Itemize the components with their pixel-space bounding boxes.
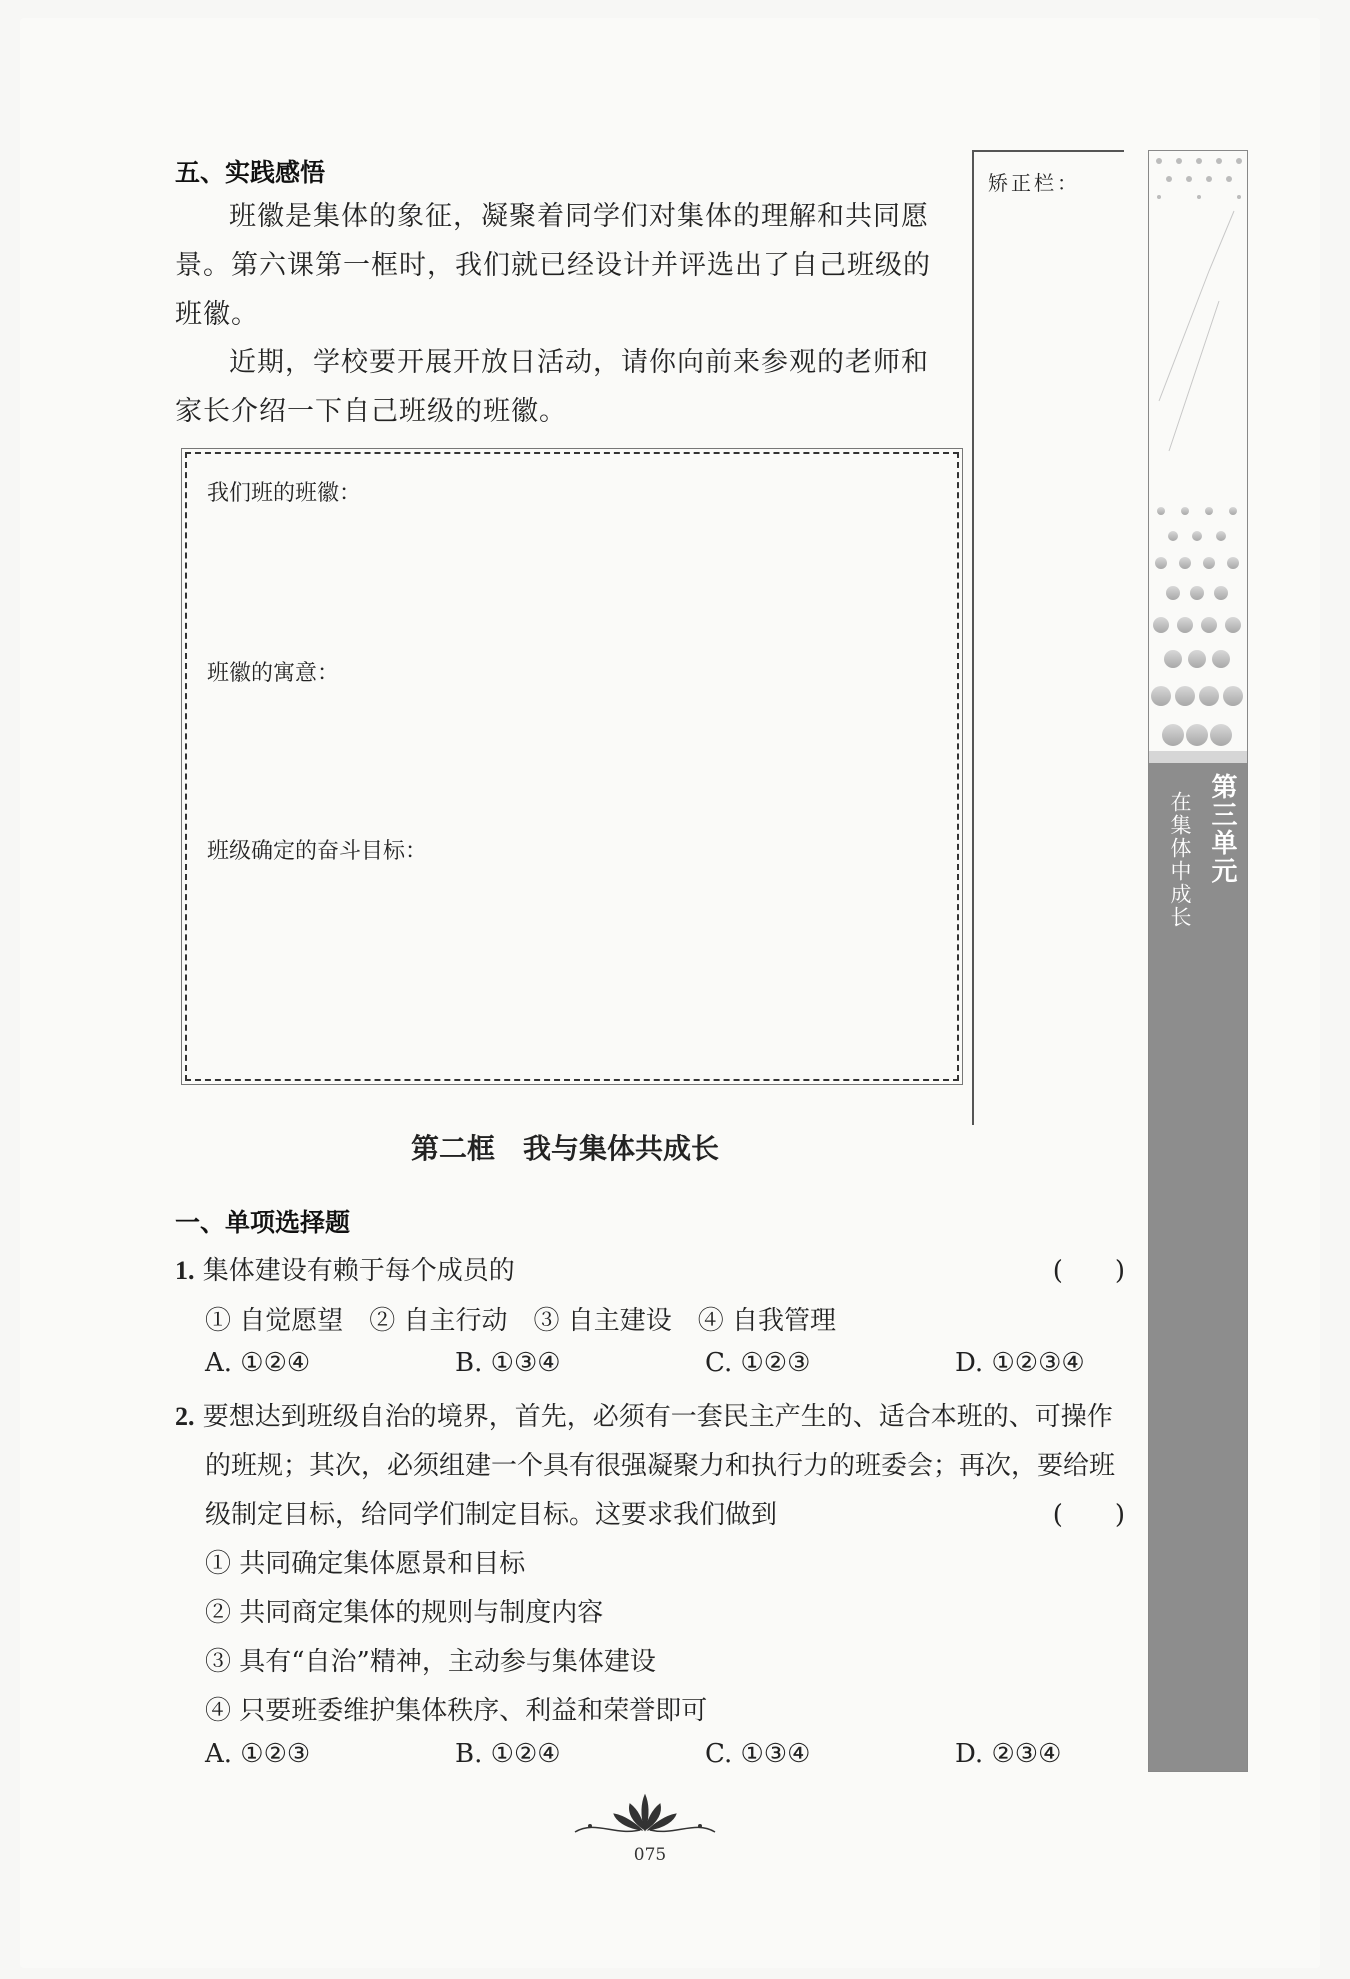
unit-number: 第三单元: [1207, 773, 1237, 885]
unit-title: 在集体中成长: [1168, 791, 1192, 929]
q1-answer-paren[interactable]: ( ): [1052, 1256, 1125, 1286]
lesson-title: 第二框 我与集体共成长: [410, 1132, 719, 1165]
q1-stem-line: [175, 1250, 1125, 1287]
q1-stem: 集体建设有赖于每个成员的: [202, 1256, 515, 1286]
q2-option-d[interactable]: D. ②③④: [955, 1739, 1062, 1769]
q1-option-a[interactable]: A. ①②④: [205, 1348, 311, 1378]
q2-stem-1: 要想达到班级自治的境界，首先，必须有一套民主产生的、适合本班的、可操作: [202, 1402, 1113, 1432]
q2-option-a[interactable]: A. ①②③: [205, 1739, 311, 1769]
q2-stem-line-3: [205, 1494, 1125, 1531]
emblem-answer-box[interactable]: [185, 452, 959, 1081]
q1-items: ① 自觉愿望 ② 自主行动 ③ 自主建设 ④ 自我管理: [205, 1306, 837, 1336]
q2-stem-2: 的班规；其次，必须组建一个具有很强凝聚力和执行力的班委会；再次，要给班: [205, 1451, 1116, 1481]
unit-tab-panel: [1149, 763, 1247, 1771]
practice-paragraph-1: 班徽是集体的象征，凝聚着同学们对集体的理解和共同愿景。第六课第一框时，我们就已经设计并评选出了自己班级的班徽。: [175, 201, 931, 330]
q2-item-1: ① 共同确定集体愿景和目标: [205, 1549, 526, 1579]
q2-option-c[interactable]: C. ①③④: [705, 1739, 811, 1769]
q2-option-b[interactable]: B. ①②④: [455, 1739, 561, 1769]
correction-column-label: 矫正栏：: [988, 171, 1080, 195]
q2-answer-paren[interactable]: ( ): [1052, 1500, 1125, 1530]
q2-item-2: ② 共同商定集体的规则与制度内容: [205, 1598, 604, 1628]
page-number: 075: [633, 1845, 667, 1865]
dot-pattern-decoration: [1149, 151, 1247, 751]
correction-column-divider: [972, 150, 974, 1125]
floral-ornament-icon: [570, 1790, 720, 1844]
box-label-goal: 班级确定的奋斗目标：: [207, 839, 428, 864]
section-heading: 一、单项选择题: [175, 1208, 351, 1237]
q2-stem-3: 级制定目标，给同学们制定目标。这要求我们做到: [205, 1500, 778, 1530]
q1-option-d[interactable]: D. ①②③④: [955, 1348, 1085, 1378]
q2-number: 2.: [175, 1402, 195, 1431]
practice-paragraph-2: 近期，学校要开展开放日活动，请你向前来参观的老师和家长介绍一下自己班级的班徽。: [175, 347, 929, 427]
q1-option-c[interactable]: C. ①②③: [705, 1348, 811, 1378]
box-label-meaning: 班徽的寓意：: [207, 661, 340, 686]
correction-column-top-rule: [972, 150, 1124, 152]
q2-item-3: ③ 具有“自治”精神，主动参与集体建设: [205, 1647, 656, 1677]
practice-heading: 五、实践感悟: [175, 158, 326, 187]
q2-item-4: ④ 只要班委维护集体秩序、利益和荣誉即可: [205, 1696, 708, 1726]
box-label-emblem: 我们班的班徽：: [207, 481, 362, 506]
unit-side-tab: [1148, 150, 1248, 1772]
q2-stem-line-1: [175, 1396, 1113, 1433]
q1-option-b[interactable]: B. ①③④: [455, 1348, 561, 1378]
tab-separator: [1149, 751, 1247, 763]
q1-number: 1.: [175, 1256, 195, 1285]
